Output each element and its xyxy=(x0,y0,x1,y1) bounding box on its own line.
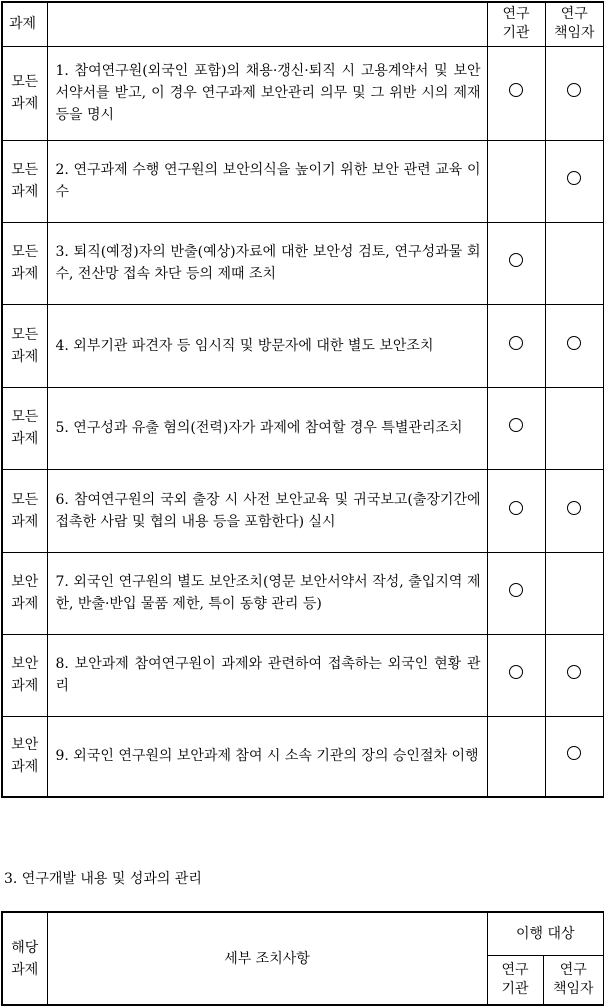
circle-mark-icon xyxy=(509,418,523,432)
header-category: 해당 과제 xyxy=(2,912,47,1005)
circle-mark-icon xyxy=(567,501,581,515)
circle-mark-icon xyxy=(567,336,581,350)
row-researcher-mark xyxy=(545,469,604,552)
row-researcher-mark xyxy=(545,46,604,140)
table-row xyxy=(2,552,604,634)
row-researcher-mark xyxy=(545,304,604,387)
security-measures-table xyxy=(1,1,604,798)
header-detail: 세부 조치사항 xyxy=(47,912,487,1005)
table-row xyxy=(2,469,604,552)
row-category: 모든 과제 xyxy=(2,140,47,222)
header-target: 이행 대상 xyxy=(487,912,604,955)
circle-mark-icon xyxy=(567,665,581,679)
circle-mark-icon xyxy=(509,583,523,597)
row-measure-text: 5. 연구성과 유출 혐의(전력)자가 과제에 참여할 경우 특별관리조치 xyxy=(47,387,487,469)
row-measure-text: 4. 외부기관 파견자 등 임시직 및 방문자에 대한 별도 보안조치 xyxy=(47,304,487,387)
row-measure-text: 7. 외국인 연구원의 별도 보안조치(영문 보안서약서 작성, 출입지역 제한, 반출·반입 물품 제한, 특이 동향 관리 등) xyxy=(47,552,487,634)
row-category: 모든 과제 xyxy=(2,46,47,140)
row-institution-mark xyxy=(487,304,545,387)
table-row xyxy=(2,387,604,469)
row-institution-mark xyxy=(487,552,545,634)
circle-mark-icon xyxy=(567,746,581,760)
row-institution-mark xyxy=(487,140,545,222)
row-category: 보안 과제 xyxy=(2,716,47,797)
circle-mark-icon xyxy=(509,665,523,679)
header-researcher: 연구 책임자 xyxy=(543,955,604,1005)
row-institution-mark xyxy=(487,46,545,140)
circle-mark-icon xyxy=(509,501,523,515)
row-measure-text: 1. 참여연구원(외국인 포함)의 채용·갱신·퇴직 시 고용계약서 및 보안서약서를 받고, 이 경우 연구과제 보안관리 의무 및 그 위반 시의 제재 등을 명시 xyxy=(47,46,487,140)
management-table xyxy=(1,911,604,1006)
circle-mark-icon xyxy=(509,336,523,350)
row-category: 모든 과제 xyxy=(2,469,47,552)
row-researcher-mark xyxy=(545,387,604,469)
circle-mark-icon xyxy=(509,253,523,267)
row-researcher-mark xyxy=(545,140,604,222)
row-institution-mark xyxy=(487,716,545,797)
row-researcher-mark xyxy=(545,222,604,304)
circle-mark-icon xyxy=(509,83,523,97)
row-measure-text: 8. 보안과제 참여연구원이 과제와 관련하여 접촉하는 외국인 현황 관리 xyxy=(47,634,487,716)
header-institution: 연구 기관 xyxy=(487,2,545,46)
row-category: 모든 과제 xyxy=(2,304,47,387)
row-measure-text: 6. 참여연구원의 국외 출장 시 사전 보안교육 및 귀국보고(출장기간에 접촉한 사람 및 협의 내용 등을 포함한다) 실시 xyxy=(47,469,487,552)
row-category: 보안 과제 xyxy=(2,634,47,716)
table-row xyxy=(2,716,604,797)
row-researcher-mark xyxy=(545,634,604,716)
header-researcher: 연구 책임자 xyxy=(545,2,604,46)
section-title: 3. 연구개발 내용 및 성과의 관리 xyxy=(4,871,202,887)
row-category: 보안 과제 xyxy=(2,552,47,634)
table-header-row xyxy=(2,2,604,46)
row-measure-text: 3. 퇴직(예정)자의 반출(예상)자료에 대한 보안성 검토, 연구성과물 회수, 전산망 접속 차단 등의 제때 조치 xyxy=(47,222,487,304)
table-row xyxy=(2,222,604,304)
row-institution-mark xyxy=(487,469,545,552)
circle-mark-icon xyxy=(567,83,581,97)
row-institution-mark xyxy=(487,387,545,469)
table-row xyxy=(2,304,604,387)
table-row xyxy=(2,140,604,222)
row-institution-mark xyxy=(487,634,545,716)
row-measure-text: 9. 외국인 연구원의 보안과제 참여 시 소속 기관의 장의 승인절차 이행 xyxy=(47,716,487,797)
row-measure-text: 2. 연구과제 수행 연구원의 보안의식을 높이기 위한 보안 관련 교육 이수 xyxy=(47,140,487,222)
row-category: 모든 과제 xyxy=(2,222,47,304)
header-category: 과제 xyxy=(2,2,47,46)
circle-mark-icon xyxy=(567,171,581,185)
row-researcher-mark xyxy=(545,552,604,634)
row-researcher-mark xyxy=(545,716,604,797)
row-institution-mark xyxy=(487,222,545,304)
table-row xyxy=(2,634,604,716)
header-institution: 연구 기관 xyxy=(487,955,543,1005)
header-blank xyxy=(47,2,487,46)
row-category: 모든 과제 xyxy=(2,387,47,469)
table-row xyxy=(2,46,604,140)
